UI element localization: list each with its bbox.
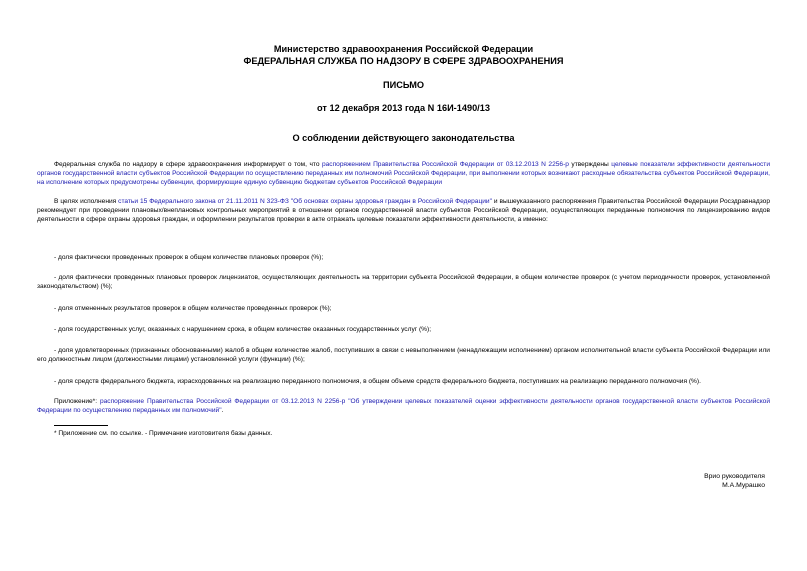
p1-text-b: утверждены [568,161,612,168]
p1-text-a: Федеральная служба по надзору в сфере здравоохранения информирует о том, что [54,161,322,168]
link-government-order[interactable]: распоряжением Правительства Российской Федерации от 03.12.2013 N 2256-р [321,161,569,168]
footnote: * Приложение см. по ссылке. - Примечание изготовителя базы данных. [54,430,273,437]
signature-name: М.А.Мурашко [722,482,765,489]
attachment-paragraph [37,398,770,416]
link-attachment-order[interactable]: распоряжение Правительства Российской Федерации от 03.12.2013 N 2256-р "Об утверждении целевых показателей оценки эффективности деятельности органов государственной власти субъектов Российской Федерации по осуществлению переданных им полномочий" [37,398,771,414]
document-date-number: от 12 декабря 2013 года N 16И-1490/13 [317,103,490,113]
list-item: - доля отмененных результатов проверок в общем количестве проведенных проверок (%); [54,305,332,312]
list-item: - доля фактически проведенных плановых проверок лицензиатов, осуществляющих деятельность на территории субъекта Российской Федерации, в общем количестве проверок (с учетом периодичности проверок, установленной законодательством) (%); [37,274,770,290]
attachment-label: Приложение*: [54,398,100,405]
paragraph-2 [37,198,770,225]
service-title: ФЕДЕРАЛЬНАЯ СЛУЖБА ПО НАДЗОРУ В СФЕРЕ ЗДРАВООХРАНЕНИЯ [243,56,564,66]
attachment-end: . [221,406,224,414]
p2-text-a: В целях исполнения [54,198,119,205]
ministry-title: Министерство здравоохранения Российской Федерации [273,44,534,54]
list-item: - доля государственных услуг, оказанных с нарушением срока, в общем количестве оказанных государственных услуг (%); [54,326,432,333]
document-type: ПИСЬМО [382,80,425,90]
link-target-indicators[interactable]: целевые показатели эффективности деятельности органов государственной власти субъектов Российской Федерации по осуществлению переданных им полномочий Российской Федерации, при выполнении которых возникают расходные обязательства субъектов Российской Федерации, на исполнение которых предусмотрены субвенции, формирующие единую субвенцию бюджетам субъектов Российской Федерации [37,161,770,186]
document-subject: О соблюдении действующего законодательства [292,133,515,143]
list-item: - доля средств федерального бюджета, израсходованных на реализацию переданного полномочия, в общем объеме средств федерального бюджета, поступивших на реализацию переданного полномочия (%). [54,378,701,385]
footnote-divider [54,425,108,426]
link-federal-law-323[interactable]: статьи 15 Федерального закона от 21.11.2011 N 323-ФЗ "Об основах охраны здоровья граждан в Российской Федерации" [118,198,492,205]
paragraph-1 [37,161,770,188]
p2-text-b: и вышеуказанного распоряжения Правительства Российской Федерации Росздравнадзор рекомендует при проведении плановых/внеплановых контрольных мероприятий в отношении органов государственной власти субъектов Российской Федерации, осуществляющих переданные полномочия по лицензированию видов деятельности в сфере охраны здоровья граждан, и оформлении результатов проверки в акте отражать целевые показатели эффективности деятельности, а именно: [37,198,770,223]
list-item: - доля удовлетворенных (признанных обоснованными) жалоб в общем количестве жалоб, поступивших в связи с невыполнением (ненадлежащим исполнением) органом исполнительной власти субъекта Российской Федерации или его должностным лицом (должностными лицами) установленной услуги (функции) (%); [37,347,770,363]
signature-position: Врио руководителя [704,473,765,480]
list-item: - доля фактически проведенных проверок в общем количестве плановых проверок (%); [54,254,324,261]
